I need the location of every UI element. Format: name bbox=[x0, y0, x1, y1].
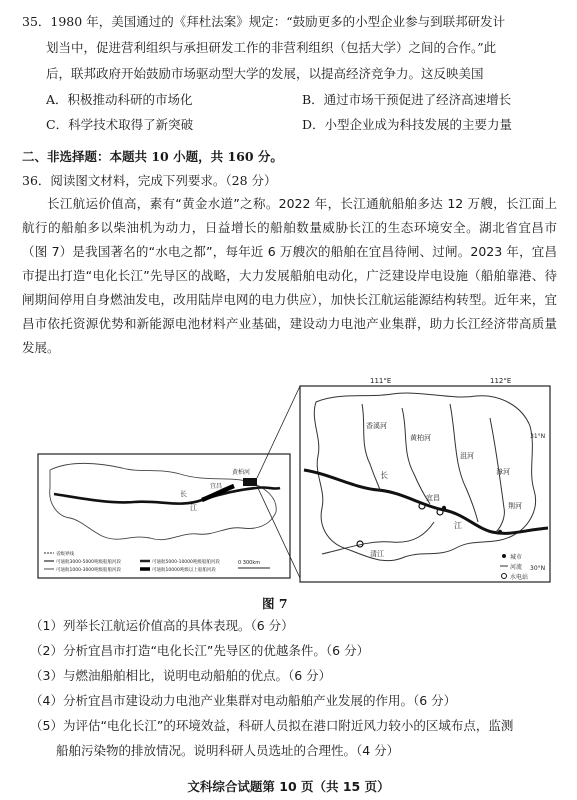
legend-text-border: 省级界线 bbox=[56, 552, 74, 557]
question-5 bbox=[30, 718, 513, 734]
question-1 bbox=[30, 618, 294, 634]
overview-highlight-box bbox=[243, 478, 257, 486]
scale-text: 0 300km bbox=[238, 560, 261, 566]
detail-label-jiang: 江 bbox=[454, 521, 462, 530]
question-2-number: （2） bbox=[30, 643, 63, 658]
legend-river: 河流 bbox=[510, 564, 523, 571]
figure-caption: 图 7 bbox=[262, 596, 288, 611]
legend-text-1: 可通航3000-5000吨级船舶河段 bbox=[56, 560, 122, 565]
material-paragraph: 长江航运价值高，素有“黄金水道”之称。2022 年，长江通航船舶多达 12 万艘，长江面上航行的船舶多以柴油机为动力，日益增长的船舶数量威胁长江的生态环境安全。湖北省宜昌市（图 7）是我国著名的“水电之都”，每年近 6 万艘次的船舶在宜昌待闸、过闸。2023 年，宜昌市提出打造“电化长江”先导区的战略，大力发展船舶电动化，广泛建设岸电设施（船舶靠港、待闸期间停用自身燃油发电，改用陆岸电网的电力供应），加快长江航运能源结构转型。近年来，宜昌市依托资源优势和新能源电池材料产业基础，建设动力电池产业集群，助力长江经济带高质量发展。 bbox=[22, 196, 557, 355]
question-2-text: 分析宜昌市打造“电化长江”先导区的优越条件。（6 分） bbox=[62, 643, 370, 658]
question-1-text: 列举长江航运价值高的具体表现。（6 分） bbox=[62, 618, 294, 633]
city-yichang-dot bbox=[442, 506, 446, 510]
question-1-number: （1） bbox=[30, 618, 63, 633]
question-2 bbox=[30, 643, 369, 659]
q35-line-2: 划当中，促进营利组织与承担研发工作的非营利组织（包括大学）之间的合作。”此 bbox=[46, 40, 497, 55]
legend-hydro: 水电站 bbox=[510, 574, 529, 581]
page-footer: 文科综合试题第 10 页（共 15 页） bbox=[187, 779, 390, 794]
legend-text-3: 可通航5000-10000吨级船舶河段 bbox=[152, 560, 220, 565]
detail-label-xiangxi: 香溪河 bbox=[366, 422, 387, 430]
section-heading: 二、非选择题：本题共 10 小题，共 160 分。 bbox=[22, 149, 283, 164]
detail-label-chang: 长 bbox=[380, 471, 388, 480]
legend-city-dot bbox=[502, 554, 506, 558]
figure-7-maps bbox=[30, 378, 555, 593]
q36-intro: 36．阅读图文材料，完成下列要求。（28 分） bbox=[22, 173, 277, 188]
legend-city: 城市 bbox=[510, 554, 523, 561]
detail-label-qingjiang: 清江 bbox=[370, 550, 384, 558]
question-5-number: （5） bbox=[30, 718, 63, 733]
question-3-text: 与燃油船舶相比，说明电动船舶的优点。（6 分） bbox=[62, 668, 332, 683]
detail-label-huangbai: 黄柏河 bbox=[410, 434, 431, 442]
legend-text-2: 可通航1000-3000吨级船舶河段 bbox=[56, 568, 122, 573]
detail-label-jing: 荆河 bbox=[508, 502, 522, 510]
q35-option-c: C．科学技术取得了新突破 bbox=[46, 117, 194, 132]
detail-label-ju: 沮河 bbox=[460, 452, 474, 460]
overview-label-jiang: 江 bbox=[190, 504, 197, 512]
lon-label-111: 111°E bbox=[370, 378, 392, 385]
question-4-text: 分析宜昌市建设动力电池产业集群对电动船舶产业发展的作用。（6 分） bbox=[62, 693, 457, 708]
question-4 bbox=[30, 693, 456, 709]
question-5-continuation: 船舶污染物的排放情况。说明科研人员选址的合理性。（4 分） bbox=[56, 743, 400, 758]
city-east-dot bbox=[498, 530, 502, 534]
q35-option-b: B．通过市场干预促进了经济高速增长 bbox=[302, 92, 512, 107]
overview-label-huangbai: 黄柏河 bbox=[232, 469, 251, 476]
legend-text-4: 可通航10000吨级以上船舶河段 bbox=[152, 568, 216, 573]
detail-label-zhang: 漳河 bbox=[496, 468, 510, 476]
lat-label-31: 31°N bbox=[530, 433, 546, 440]
q35-option-a: A．积极推动科研的市场化 bbox=[46, 92, 193, 107]
q35-line-1: 35．1980 年，美国通过的《拜杜法案》规定：“鼓励更多的小型企业参与到联邦研发计 bbox=[22, 14, 506, 29]
q35-option-d: D．小型企业成为科技发展的主要力量 bbox=[302, 117, 513, 132]
overview-label-chang: 长 bbox=[180, 490, 187, 498]
question-4-number: （4） bbox=[30, 693, 63, 708]
question-3-number: （3） bbox=[30, 668, 63, 683]
detail-map-frame bbox=[300, 386, 550, 582]
q35-line-3: 后，联邦政府开始鼓励市场驱动型大学的发展，以提高经济竞争力。这反映美国 bbox=[46, 66, 484, 81]
detail-label-yichang: 宜昌 bbox=[426, 494, 440, 502]
question-3 bbox=[30, 668, 331, 684]
lat-label-30: 30°N bbox=[530, 565, 546, 572]
lon-label-112: 112°E bbox=[490, 378, 512, 385]
question-5-text: 为评估“电化长江”的环境效益，科研人员拟在港口附近风力较小的区域布点，监测 bbox=[62, 718, 514, 733]
overview-label-yichang: 宜昌 bbox=[210, 483, 223, 490]
